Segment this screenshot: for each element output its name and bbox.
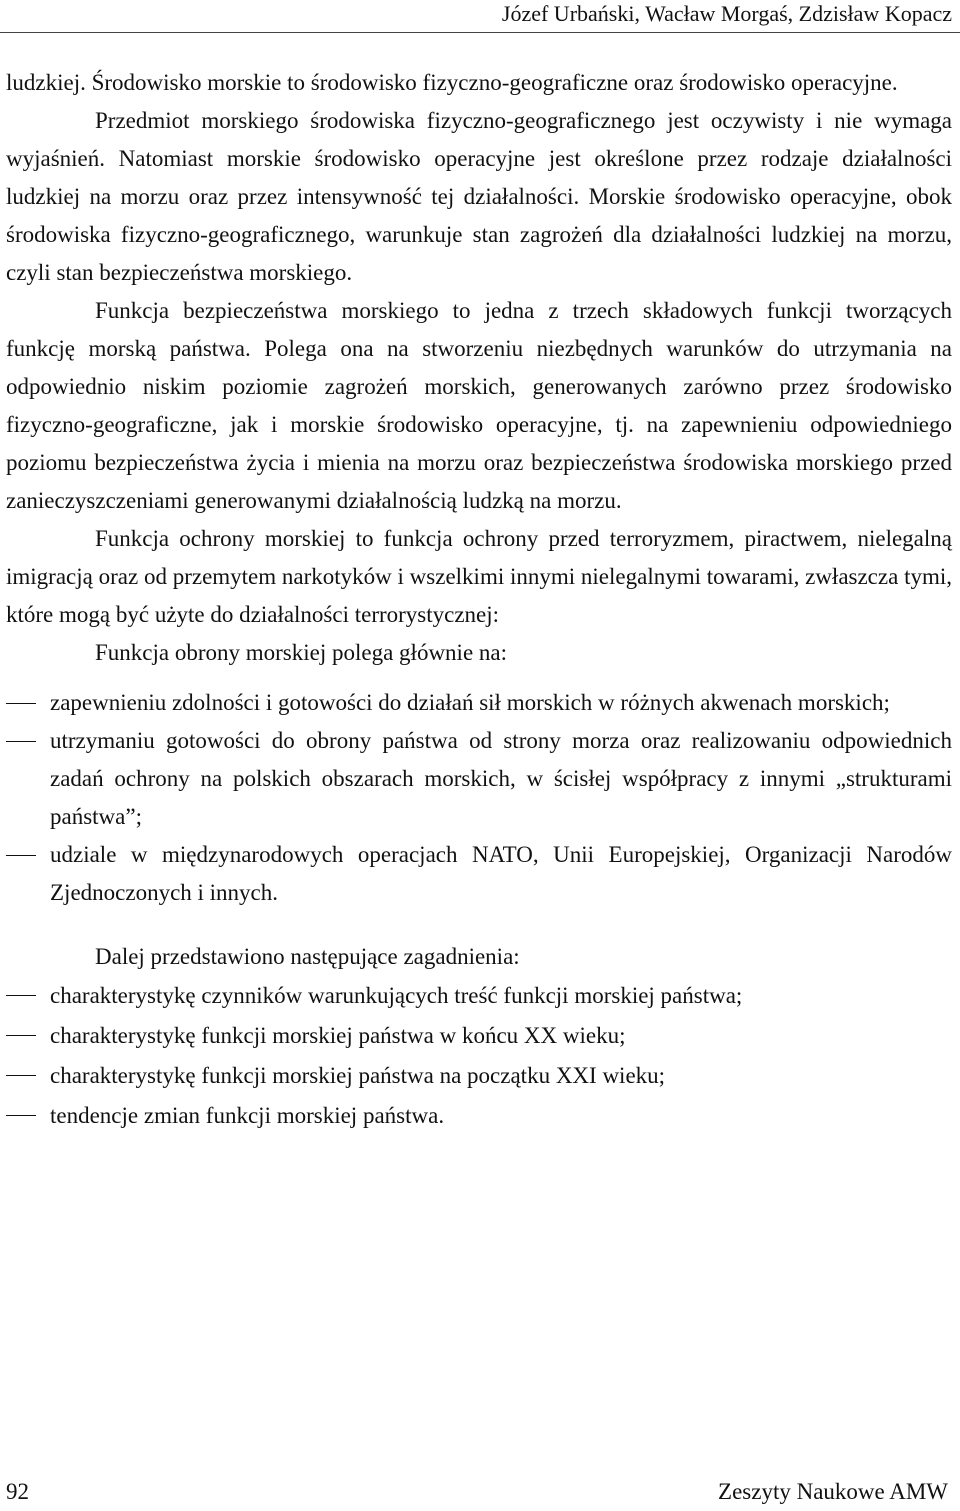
page-body xyxy=(6,64,952,1136)
dash-bullet xyxy=(6,741,36,742)
list-item-text: charakterystykę funkcji morskiej państwa na początku XXI wieku; xyxy=(50,1063,666,1088)
dash-bullet xyxy=(6,855,36,856)
topics-list xyxy=(6,976,952,1136)
page-number: 92 xyxy=(6,1479,29,1504)
list-item xyxy=(6,836,952,912)
list-item xyxy=(6,684,952,722)
list-item-text: utrzymaniu gotowości do obrony państwa od strony morza oraz realizowaniu odpowiednich zadań ochrony na polskich obszarach morskich, w ścisłej współpracy z innymi „strukturami państwa”; xyxy=(50,728,952,829)
defense-list xyxy=(6,684,952,912)
list-item xyxy=(6,1056,952,1096)
defense-lead: Funkcja obrony morskiej polega głównie na: xyxy=(95,640,508,665)
list-item xyxy=(6,976,952,1016)
list-item xyxy=(6,1096,952,1136)
spacer xyxy=(6,672,952,684)
paragraph-4: Funkcja ochrony morskiej to funkcja ochrony przed terroryzmem, piractwem, nielegalną imigracją oraz od przemytem narkotyków i wszelkimi innymi nielegalnymi towarami, zwłaszcza tymi, które mogą być użyte do działalności terrorystycznej: xyxy=(6,526,952,627)
dash-bullet xyxy=(6,1115,36,1116)
paragraph-1: ludzkiej. Środowisko morskie to środowisko fizyczno-geograficzne oraz środowisko operacyjne. xyxy=(6,70,898,95)
list-item-text: charakterystykę funkcji morskiej państwa w końcu XX wieku; xyxy=(50,1023,626,1048)
dash-bullet xyxy=(6,703,36,704)
paragraph-2: Przedmiot morskiego środowiska fizyczno-geograficznego jest oczywisty i nie wymaga wyjaśnień. Natomiast morskie środowisko operacyjne jest określone przez rodzaje działalności ludzkiej na morzu oraz przez intensywność tej działalności. Morskie środowisko operacyjne, obok środowiska fizyczno-geograficznego, warunkuje stan zagrożeń dla działalności ludzkiej na morzu, czyli stan bezpieczeństwa morskiego. xyxy=(6,108,952,285)
list-item-text: tendencje zmian funkcji morskiej państwa. xyxy=(50,1103,445,1128)
spacer xyxy=(6,912,952,938)
dash-bullet xyxy=(6,1075,36,1076)
list-item-text: zapewnieniu zdolności i gotowości do działań sił morskich w różnych akwenach morskich; xyxy=(50,690,890,715)
dash-bullet xyxy=(6,995,36,996)
list-item-text: udziale w międzynarodowych operacjach NATO, Unii Europejskiej, Organizacji Narodów Zjednoczonych i innych. xyxy=(50,842,952,905)
header-rule xyxy=(0,32,960,33)
list-item xyxy=(6,1016,952,1056)
list-item xyxy=(6,722,952,836)
paragraph-3: Funkcja bezpieczeństwa morskiego to jedna z trzech składowych funkcji tworzących funkcję morską państwa. Polega ona na stworzeniu niezbędnych warunków do utrzymania na odpowiednio niskim poziomie zagrożeń morskich, generowanych zarówno przez środowisko fizyczno-geograficzne, jak i morskie środowisko operacyjne, tj. na zapewnieniu odpowiedniego poziomu bezpieczeństwa życia i mienia na morzu oraz bezpieczeństwa środowiska morskiego przed zanieczyszczeniami generowanymi działalnością ludzką na morzu. xyxy=(6,298,952,513)
list-item-text: charakterystykę czynników warunkujących treść funkcji morskiej państwa; xyxy=(50,983,743,1008)
header-authors: Józef Urbański, Wacław Morgaś, Zdzisław Kopacz xyxy=(501,1,952,26)
dash-bullet xyxy=(6,1035,36,1036)
journal-name: Zeszyty Naukowe AMW xyxy=(718,1479,948,1504)
running-header xyxy=(0,0,960,34)
topics-lead: Dalej przedstawiono następujące zagadnienia: xyxy=(95,944,520,969)
